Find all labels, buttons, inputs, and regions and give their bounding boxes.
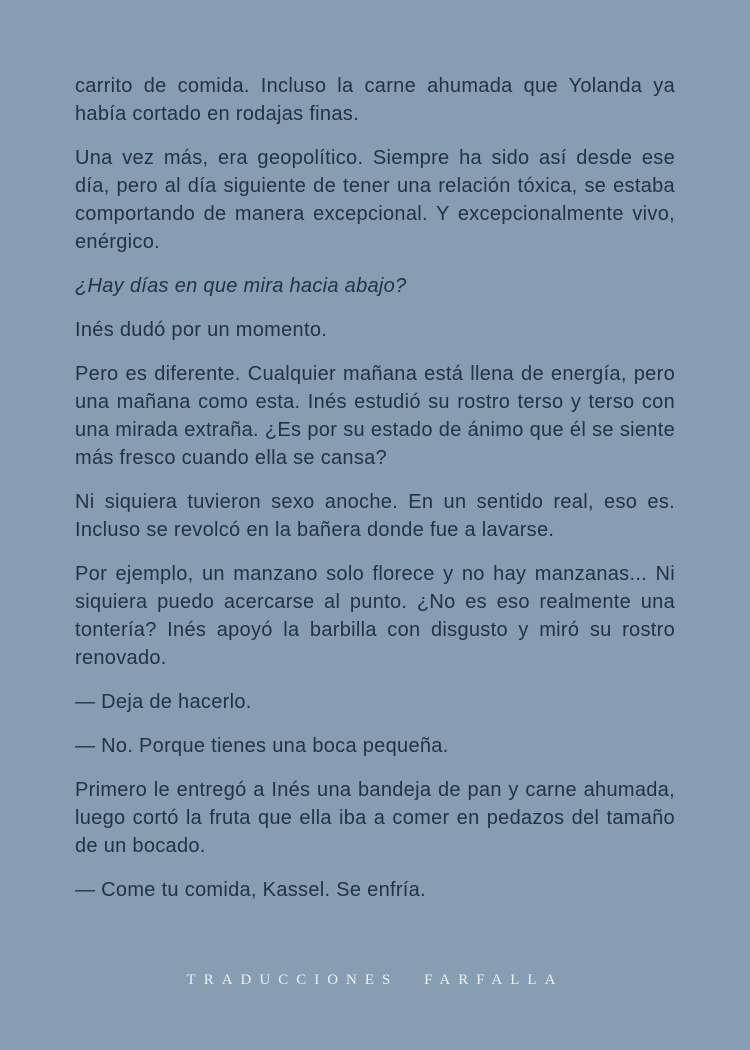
paragraph: — No. Porque tienes una boca pequeña. xyxy=(75,735,449,757)
page-text xyxy=(75,72,675,920)
paragraph: Por ejemplo, un manzano solo florece y no hay manzanas... Ni siquiera puedo acercarse al punto. ¿No es eso realmente una tontería? Inés apoyó la barbilla con disgusto y miró su rostro renovado. xyxy=(75,563,675,669)
paragraph: Una vez más, era geopolítico. Siempre ha sido así desde ese día, pero al día siguiente de tener una relación tóxica, se estaba comportando de manera excepcional. Y excepcionalmente vivo, enérgico. xyxy=(75,147,675,253)
paragraph: Primero le entregó a Inés una bandeja de pan y carne ahumada, luego cortó la fruta que ella iba a comer en pedazos del tamaño de un bocado. xyxy=(75,779,675,857)
paragraph: Pero es diferente. Cualquier mañana está llena de energía, pero una mañana como esta. Inés estudió su rostro terso y terso con una mirada extraña. ¿Es por su estado de ánimo que él se siente más fresco cuando ella se cansa? xyxy=(75,363,675,469)
paragraph: carrito de comida. Incluso la carne ahumada que Yolanda ya había cortado en rodajas finas. xyxy=(75,75,675,125)
publisher-footer xyxy=(0,972,750,989)
paragraph: — Deja de hacerlo. xyxy=(75,691,252,713)
paragraph: Ni siquiera tuvieron sexo anoche. En un sentido real, eso es. Incluso se revolcó en la bañera donde fue a lavarse. xyxy=(75,491,675,541)
publisher-label: TRADUCCIONES FARFALLA xyxy=(186,972,564,988)
paragraph: — Come tu comida, Kassel. Se enfría. xyxy=(75,879,426,901)
paragraph: Inés dudó por un momento. xyxy=(75,319,328,341)
paragraph-italic: ¿Hay días en que mira hacia abajo? xyxy=(75,275,407,297)
